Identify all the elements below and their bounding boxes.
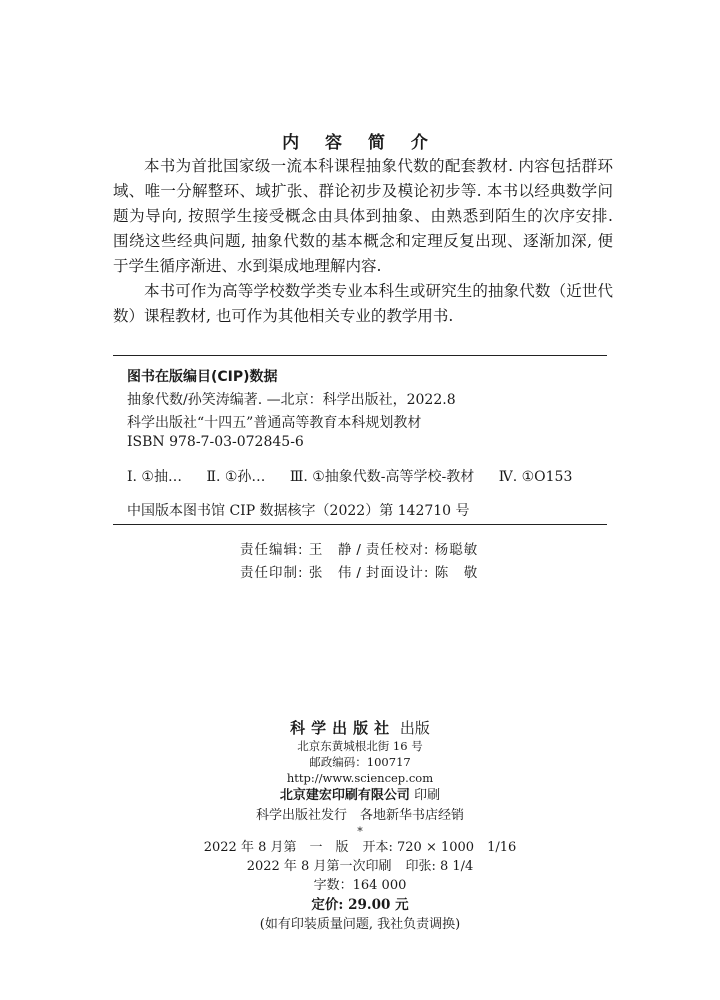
cip-isbn: ISBN 978-7-03-072845-6 bbox=[127, 434, 304, 450]
cip-verification: 中国版本图书馆 CIP 数据核字（2022）第 142710 号 bbox=[127, 503, 470, 519]
publisher-url: http://www.sciencep.com bbox=[286, 771, 434, 785]
publisher-name: 科学出版社 bbox=[290, 719, 396, 737]
publisher-block bbox=[0, 718, 720, 935]
cip-top-rule bbox=[113, 355, 607, 356]
edition-row bbox=[0, 838, 720, 857]
cip-heading: 图书在版编目(CIP)数据 bbox=[127, 369, 278, 385]
cover-label: 封面设计: bbox=[365, 565, 430, 581]
proofreader-name: 杨聪敏 bbox=[434, 542, 479, 558]
summary-paragraph-2: 本书可作为高等学校数学类专业本科生或研究生的抽象代数（近世代数）课程教材, 也可作为其他相关专业的教学用书. bbox=[113, 282, 613, 325]
proofreader-label: 责任校对: bbox=[365, 542, 430, 558]
summary-text bbox=[113, 154, 613, 329]
sheets: 印张: 8 1/4 bbox=[405, 859, 474, 874]
price: 定价: 29.00 元 bbox=[311, 897, 409, 913]
credits-row-2 bbox=[240, 561, 478, 581]
publisher-postcode: 邮政编码：100717 bbox=[309, 755, 411, 769]
printer-name: 北京建宏印刷有限公司 bbox=[279, 788, 410, 803]
printer-suffix: 印刷 bbox=[414, 788, 441, 803]
summary-paragraph-1: 本书为首批国家级一流本科课程抽象代数的配套教材. 内容包括群环域、唯一分解整环、域扩张、群论初步及模论初步等. 本书以经典数学问题为导向, 按照学生接受概念由具体到抽象、由熟悉到陌生的次序安排. 围绕这些经典问题, 抽象代数的基本概念和定理反复出现、逐渐加深, 便于学生循序渐进、水到渠成地理解内容. bbox=[113, 157, 613, 275]
cip-class-4: Ⅳ. ①O153 bbox=[498, 469, 573, 485]
editor-name: 王 静 bbox=[308, 542, 353, 558]
cip-class-1: Ⅰ. ①抽… bbox=[127, 469, 182, 485]
printing-date: 2022 年 8 月第一次印刷 bbox=[246, 859, 392, 874]
divider-star: * bbox=[357, 825, 363, 838]
printing-row bbox=[0, 857, 720, 876]
credits-separator: / bbox=[356, 565, 362, 581]
edition: 2022 年 8 月第 一 版 bbox=[203, 840, 349, 855]
summary-title: 内 容 简 介 bbox=[282, 133, 438, 153]
format: 开本: 720 × 1000 1/16 bbox=[362, 840, 517, 855]
printing-label: 责任印制: bbox=[240, 565, 304, 581]
publisher-address: 北京东黄城根北街 16 号 bbox=[297, 739, 423, 753]
printing-name: 张 伟 bbox=[308, 565, 353, 581]
cover-name: 陈 敬 bbox=[434, 565, 479, 581]
credits-separator: / bbox=[356, 542, 362, 558]
distribution: 科学出版社发行 各地新华书店经销 bbox=[255, 808, 464, 823]
cip-bottom-rule bbox=[113, 524, 607, 525]
quality-notice: (如有印装质量问题, 我社负责调换) bbox=[259, 917, 461, 932]
cip-title-line: 抽象代数/孙笑涛编著. —北京：科学出版社，2022.8 bbox=[127, 392, 456, 408]
cip-series-line: 科学出版社“十四五”普通高等教育本科规划教材 bbox=[127, 415, 422, 431]
credits-row-1 bbox=[240, 538, 478, 558]
cip-class-3: Ⅲ. ①抽象代数-高等学校-教材 bbox=[289, 469, 475, 485]
publisher-suffix: 出版 bbox=[399, 719, 430, 737]
cip-classification bbox=[127, 466, 592, 486]
cip-class-2: Ⅱ. ①孙… bbox=[206, 469, 266, 485]
editor-label: 责任编辑: bbox=[240, 542, 304, 558]
word-count: 字数：164 000 bbox=[313, 878, 407, 893]
